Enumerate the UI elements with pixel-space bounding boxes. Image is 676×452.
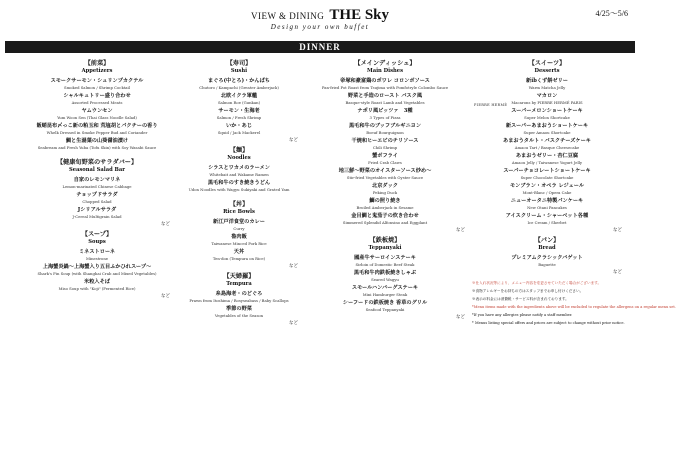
menu-item-name-en: New Otani Pancakes xyxy=(527,205,567,210)
menu-item xyxy=(180,249,298,261)
menu-column-4 xyxy=(472,60,676,327)
menu-item-name-en: Taiwanese Minced Pork Rice xyxy=(211,241,267,246)
section-title-jp: 【天婦羅】 xyxy=(223,273,255,280)
more-items-note: など xyxy=(613,270,622,275)
menu-item-name-jp: スーパーメロンショートケーキ xyxy=(511,108,583,114)
section-title-en: Main Dishes xyxy=(366,68,404,74)
header xyxy=(0,6,640,32)
menu-item-name-jp: ヤムウンセン xyxy=(81,108,113,114)
menu-item-name-en: Sirloin of Domestic Beef Steak xyxy=(355,262,415,267)
menu-item xyxy=(180,219,298,231)
menu-item xyxy=(305,123,465,135)
section-title-jp: 【健康旬野菜のサラダバー】 xyxy=(56,159,138,166)
menu-item xyxy=(472,123,622,135)
menu-item-name-en: Lemon-marinated Chinese Cabbage xyxy=(62,184,132,189)
menu-item xyxy=(305,153,465,165)
menu-item-name-jp: ニューオータニ特製パンケーキ xyxy=(510,198,584,204)
menu-item xyxy=(24,177,170,189)
menu-item-name-jp: 蟹ボフライ xyxy=(372,153,398,159)
more-items-note: など xyxy=(456,315,465,320)
menu-item xyxy=(305,168,465,180)
menu-item-name-jp: プレミアムクラシックバゲット xyxy=(511,255,583,261)
menu-item xyxy=(24,138,170,150)
menu-item-name-jp: 鯛と生湯葉の山葵醤油漬け xyxy=(65,138,129,144)
menu-item-name-jp: 國産牛サーロインステーキ xyxy=(354,255,416,261)
section-heading xyxy=(180,60,298,75)
menu-item xyxy=(180,78,298,90)
menu-item-name-en: Chutoro / Kampachi (Greater Amberjack) xyxy=(199,85,279,90)
menu-item xyxy=(180,291,298,303)
menu-item-name-en: Minestrone xyxy=(85,256,109,261)
menu-item-name-en: Chili Shrimp xyxy=(372,145,398,150)
menu-item-name-en: Salmon / Fresh Shrimp xyxy=(216,115,262,120)
menu-item-name-jp: シラスとワカメのラーメン xyxy=(208,165,270,171)
menu-item-name-jp: まぐろ(中とろ)・かんぱち xyxy=(208,78,270,84)
menu-item xyxy=(472,153,622,165)
menu-item xyxy=(180,108,298,120)
menu-item-name-jp: ミネストローネ xyxy=(78,249,116,255)
menu-item-name-en: Mont-Blanc / Opera Cake xyxy=(522,190,572,195)
menu-item xyxy=(472,168,622,180)
menu-item-name-en: Seafood Teppanyaki xyxy=(365,307,405,312)
menu-banner: DINNER xyxy=(5,41,635,53)
footnote: ※表示の料金には消費税・サービス料が含まれております。 xyxy=(472,297,569,301)
menu-item xyxy=(305,213,465,225)
menu-section xyxy=(305,60,465,233)
menu-item xyxy=(24,78,170,90)
menu-item xyxy=(472,213,622,225)
menu-item xyxy=(24,192,170,204)
logo-big: THE Sky xyxy=(329,7,390,23)
more-items-note: など xyxy=(161,294,170,299)
menu-item-name-jp: 自家のレモンマリネ xyxy=(73,177,121,183)
menu-item xyxy=(180,123,298,135)
section-title-jp: 【メインディッシュ】 xyxy=(354,60,416,67)
section-title-en: Appetizers xyxy=(81,68,113,74)
menu-item xyxy=(180,180,298,192)
footnote: *Menu items made with the ingredients above will be excluded to regulate the allergens on a regular menu set. xyxy=(472,305,676,309)
menu-item xyxy=(472,138,622,150)
menu-item-name-jp: 金目鯛と鬼茄子の炊き合わせ xyxy=(351,213,419,219)
menu-item-name-en: Warm Matcha Jelly xyxy=(528,85,566,90)
menu-section xyxy=(180,147,298,201)
menu-item xyxy=(24,264,170,276)
menu-item-name-en: Amaou Jelly / Taiwanese Yogurt Jelly xyxy=(511,160,583,165)
menu-item-name-en: Shark's Fin Soup (with Shanghai Crab and Mixed Vegetables) xyxy=(37,271,157,276)
menu-item-name-en: Basque-style Roast Lamb and Vegetables xyxy=(345,100,425,105)
menu-item-name-en: Vegetables of the Season xyxy=(214,313,264,318)
menu-item-name-en: Boeuf Bourguignon xyxy=(366,130,404,135)
more-items-note: など xyxy=(289,264,298,269)
menu-item-name-jp: スーパーチョコレートショートケーキ xyxy=(503,168,591,174)
menu-item-name-jp: 野菜と手造のロースト バスク風 xyxy=(347,93,423,99)
menu-item-name-en: Seared Wagyu xyxy=(371,277,399,282)
menu-item-name-en: Udon Noodles with Wagyu Sukiyaki and Grated Yam xyxy=(188,187,290,192)
section-title-en: Tempura xyxy=(226,281,252,287)
menu-item xyxy=(305,300,465,312)
menu-item xyxy=(305,183,465,195)
menu-column-1 xyxy=(24,60,170,303)
menu-item-name-jp: 新スーパーあまおうショートケーキ xyxy=(505,123,589,129)
footnote: * Menus listing special offers and prices are subject to change without prior notice. xyxy=(472,321,625,325)
menu-item-name-en: Baguette xyxy=(538,262,556,267)
more-items-note: など xyxy=(289,138,298,143)
menu-item-name-jp: 黒毛和牛のすき焼きうどん xyxy=(207,180,271,186)
section-title-en: Bread xyxy=(538,245,556,251)
menu-item-name-en: Ten-don (Tempura on Rice) xyxy=(212,256,266,261)
more-items-note: など xyxy=(289,321,298,326)
menu-item xyxy=(24,123,170,135)
menu-item-name-en: Ice Cream / Sherbet xyxy=(527,220,567,225)
menu-item-name-en: Yum Woon Sen (Thai Glass Noodle Salad) xyxy=(57,115,137,120)
menu-item-name-jp: 黒毛和牛肉鉄板焼きしゃぶ xyxy=(353,270,417,276)
section-heading xyxy=(24,231,170,246)
footnote: *If you have any allergies please notify a staff member. xyxy=(472,313,573,317)
logo xyxy=(251,6,389,31)
menu-item-name-jp: あまおうゼリー・杏仁豆腐 xyxy=(515,153,579,159)
menu-item xyxy=(24,207,170,219)
menu-item-name-en: Macarons by PIERRE HERMÉ PARIS xyxy=(511,100,583,105)
menu-item-name-en: Miso Soup with "Koji" (Fermented Rice) xyxy=(58,286,136,291)
section-title-jp: 【丼】 xyxy=(229,201,249,208)
menu-item xyxy=(24,108,170,120)
menu-item xyxy=(472,198,622,210)
menu-item xyxy=(472,255,622,267)
section-heading xyxy=(24,60,170,75)
menu-item-name-jp: スモールハンバーグステーキ xyxy=(351,285,419,291)
menu-section xyxy=(305,237,465,320)
menu-item-name-en: Simmered Splendid Alfonsino and Eggplant xyxy=(342,220,428,225)
menu-item-name-jp: アイスクリーム・シャーベット各種 xyxy=(505,213,589,219)
menu-item-name-jp: 新ibくず餅ゼリー xyxy=(526,78,568,84)
more-items-note: など xyxy=(613,228,622,233)
menu-item-name-jp: あまおうタルト・バスクチーズケーキ xyxy=(503,138,591,144)
menu-item-name-en: Fried Crab Claws xyxy=(368,160,402,165)
section-title-jp: 【麺】 xyxy=(229,147,249,154)
section-heading xyxy=(180,273,298,288)
menu-item-name-jp: 季節の野菜 xyxy=(226,306,252,312)
menu-item-name-en: Pan-fried Pot Roast from Tsujima with Pomfotryle Colombo Sauce xyxy=(321,85,449,90)
menu-section xyxy=(24,60,170,159)
logo-main: VIEW & DINING xyxy=(250,11,325,21)
menu-item-name-jp: シーフードの鉄板焼き 香草のグリル xyxy=(342,300,428,306)
menu-item-name-en: Curry xyxy=(233,226,245,231)
menu-item-name-jp: 干焼和ヒーエビのチリソース xyxy=(351,138,419,144)
section-title-en: Soups xyxy=(88,239,106,245)
menu-item-name-en: Whitebait and Wakame Ramen xyxy=(209,172,269,177)
section-title-jp: 【鉄板焼】 xyxy=(369,237,401,244)
menu-item-name-jp: サーモン・生海老 xyxy=(218,108,260,114)
menu-item-name-en: Prawn from Itoshima / Rosyseabass / Baby Scallops xyxy=(189,298,289,303)
menu-item xyxy=(472,108,622,120)
menu-item xyxy=(305,255,465,267)
menu-item xyxy=(180,93,298,105)
section-title-en: Desserts xyxy=(534,68,560,74)
menu-item-name-jp: 天丼 xyxy=(233,249,245,255)
menu-item xyxy=(305,108,465,120)
menu-item-name-en: Whelk Dressed in Smoke Pepper Bud and Coriander xyxy=(46,130,148,135)
menu-column-2 xyxy=(180,60,298,330)
footnotes xyxy=(472,279,676,327)
menu-section xyxy=(180,201,298,269)
menu-item-name-jp: いか・あじ xyxy=(226,123,252,129)
menu-item-name-jp: モンブラン・オペラ レジェール xyxy=(509,183,585,189)
section-title-jp: 【スープ】 xyxy=(81,231,113,238)
menu-item xyxy=(180,165,298,177)
menu-item-name-en: Super Chocolate Shortcake xyxy=(520,175,574,180)
section-heading xyxy=(180,201,298,216)
menu-section xyxy=(180,273,298,326)
section-heading xyxy=(24,159,170,174)
menu-item-name-en: Broiled Amberjack in Sesame xyxy=(356,205,414,210)
section-title-en: Teppanyaki xyxy=(368,245,402,251)
menu-item-name-en: Mini Hamburger Steak xyxy=(362,292,408,297)
menu-item xyxy=(305,138,465,150)
menu-item-name-en: J-Cereal Multigrain Salad xyxy=(72,214,122,219)
section-heading xyxy=(180,147,298,162)
menu-item-name-jp: 北京ダック xyxy=(372,183,398,189)
menu-item-name-en: Assorted Processed Meats xyxy=(71,100,123,105)
section-title-jp: 【寿司】 xyxy=(226,60,252,67)
date-range: 4/25～5/6 xyxy=(595,9,628,18)
menu-item xyxy=(305,285,465,297)
menu-section xyxy=(180,60,298,143)
menu-item-name-jp: 北欧イクラ軍艦 xyxy=(220,93,258,99)
menu-item-name-en: Super Amaou Shortcake xyxy=(523,130,571,135)
menu-section xyxy=(472,237,622,275)
section-heading xyxy=(472,237,622,252)
menu-item-name-jp: 新江戸洋食堂のカレー xyxy=(213,219,265,225)
menu-item-name-jp: スモークサーモン・シュリンプカクテル xyxy=(50,78,144,84)
menu-item-name-jp: Jシリアルサラダ xyxy=(77,207,117,213)
menu-item-name-jp: マカロン xyxy=(536,93,558,99)
menu-item-name-jp: 鰤の照り焼き xyxy=(369,198,401,204)
menu-item-name-en: Super Melon Shortcake xyxy=(524,115,570,120)
menu-item xyxy=(24,249,170,261)
section-title-jp: 【前菜】 xyxy=(84,60,110,67)
footnote: ※仕入れ状況等により、メニュー内容を変更させていただく場合がございます。 xyxy=(472,281,602,285)
menu-item xyxy=(472,78,622,90)
footnote: ※食物アレルギーをお持ちの方はスタッフまでお申し付けください。 xyxy=(472,289,584,293)
menu-section xyxy=(472,60,622,233)
menu-item-name-jp: シャルキュトリー盛り合わせ xyxy=(63,93,131,99)
menu-item-name-en: Chopped Salad xyxy=(82,199,112,204)
menu-section xyxy=(24,231,170,299)
menu-item-name-jp: 魯肉飯 xyxy=(231,234,247,240)
menu-section xyxy=(24,159,170,227)
section-title-en: Seasonal Salad Bar xyxy=(68,167,126,173)
menu-item xyxy=(305,78,465,90)
menu-item xyxy=(24,93,170,105)
section-heading xyxy=(305,60,465,75)
menu-column-3 xyxy=(305,60,465,324)
menu-item xyxy=(180,306,298,318)
more-items-note: など xyxy=(161,222,170,227)
menu-item xyxy=(472,183,622,195)
menu-item-name-jp: 地三鮮～野菜のオイスターソース炒め～ xyxy=(338,168,432,174)
more-items-note: など xyxy=(456,228,465,233)
menu-item xyxy=(305,198,465,210)
menu-item-name-jp: 糸島海老・のどぐろ xyxy=(215,291,263,297)
menu-item-name-jp: 黒毛和牛のブッフブルギニヨン xyxy=(348,123,422,129)
section-heading xyxy=(305,237,465,252)
section-title-jp: 【パン】 xyxy=(534,237,560,244)
menu-item xyxy=(180,234,298,246)
menu-item-name-jp: 飯蛸昆布〆っこ新の粕玉和 荒塩胡とパクチーの香り xyxy=(36,123,158,129)
section-heading xyxy=(472,60,622,75)
brand-label: PIERRE HERMÉ xyxy=(474,103,508,107)
section-title-en: Sushi xyxy=(230,68,248,74)
section-title-jp: 【スイーツ】 xyxy=(528,60,566,67)
menu-item xyxy=(24,279,170,291)
menu-item-name-en: Smoked Salmon / Shrimp Cocktail xyxy=(64,85,130,90)
menu-item xyxy=(305,270,465,282)
menu-item-name-en: Peking Duck xyxy=(372,190,398,195)
menu-item-name-en: Seabream and Fresh Yuba (Tofu Skin) with Soy Wasabi Sauce xyxy=(37,145,157,150)
menu-item-name-jp: チョップドサラダ xyxy=(76,192,118,198)
menu-item-name-jp: 米粒入そば xyxy=(84,279,110,285)
section-title-en: Rice Bowls xyxy=(223,209,255,215)
menu-item xyxy=(305,93,465,105)
menu-item-name-jp: 上海蟹炎鍋～上海蟹入り五目ふかひれスープ～ xyxy=(42,264,152,270)
menu-item-name-en: Stir-fried Vegetables with Oyster Sauce xyxy=(346,175,424,180)
menu-item-name-en: Amaou Tart / Basque Cheesecake xyxy=(514,145,580,150)
menu-item-name-jp: 帝塚和豪富鶏のポワレ コロンボソース xyxy=(340,78,430,84)
menu-item-name-jp: ナポリ風ピッツァ 3種 xyxy=(357,108,413,114)
menu-item-name-en: 3 Types of Pizza xyxy=(369,115,401,120)
logo-tagline: Design your own buffet xyxy=(270,23,370,31)
section-title-en: Noodles xyxy=(227,155,251,161)
menu-item-name-en: Salmon Roe (Gunkan) xyxy=(217,100,261,105)
menu-item-name-en: Squid / Jack Mackerel xyxy=(217,130,261,135)
